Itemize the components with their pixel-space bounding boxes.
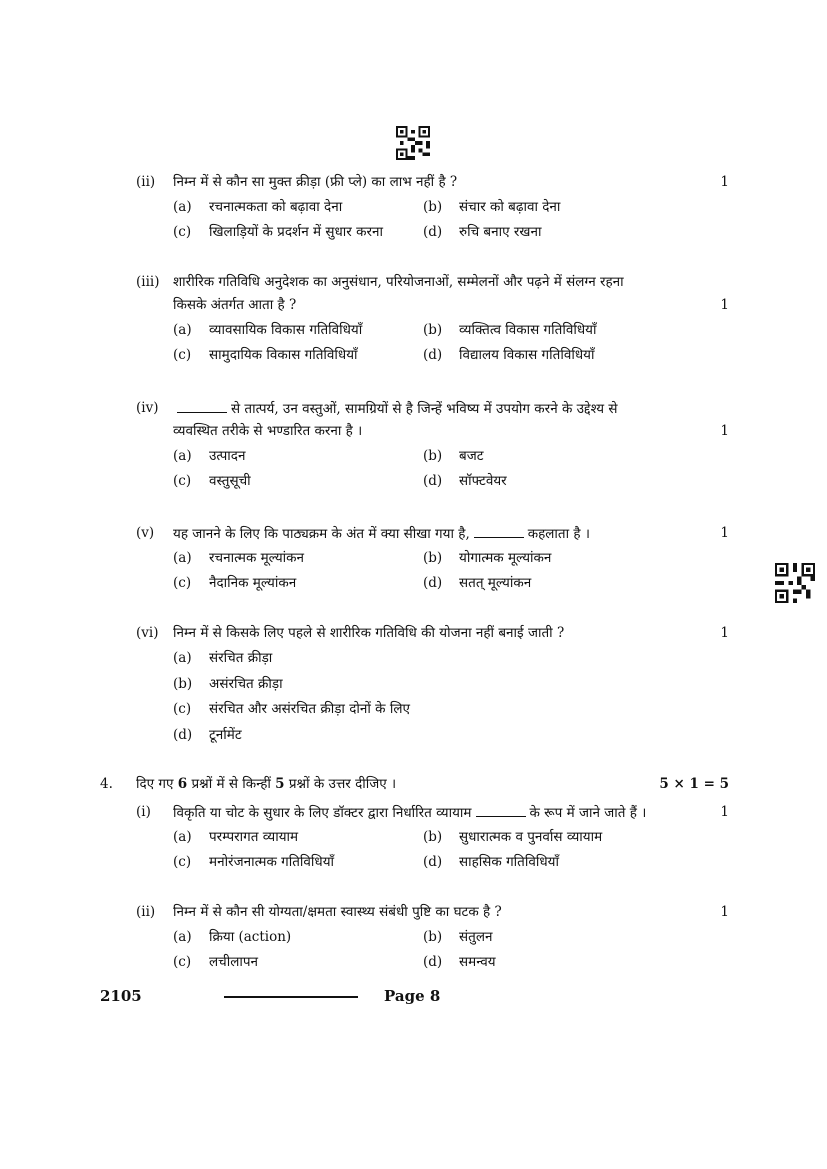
option-d: (d) सतत् मूल्यांकन [423, 575, 532, 591]
page-number: Page 8 [384, 987, 441, 1005]
option-b: (b) बजट [423, 448, 484, 464]
option-b: (b) संतुलन [423, 929, 493, 945]
question-number: (v) [136, 525, 155, 541]
option-a: (a) परम्परागत व्यायाम [173, 829, 299, 845]
option-a: (a) रचनात्मक मूल्यांकन [173, 550, 305, 566]
question-text-line1: से तात्पर्य, उन वस्तुओं, सामग्रियों से है जिन्हें भविष्य में उपयोग करने के उद्देश्य से [173, 399, 618, 418]
question-text-line2: किसके अंतर्गत आता है ? [173, 297, 297, 313]
question-number: (ii) [136, 174, 156, 190]
option-d: (d) टूर्नामेंट [173, 727, 242, 743]
question-marks: 1 [720, 174, 729, 190]
question-number: (i) [136, 804, 151, 820]
option-d: (d) साहसिक गतिविधियाँ [423, 854, 559, 870]
option-b: (b) व्यक्तित्व विकास गतिविधियाँ [423, 322, 597, 338]
question-marks: 1 [720, 804, 729, 820]
footer-divider [224, 996, 358, 998]
option-a: (a) रचनात्मकता को बढ़ावा देना [173, 199, 343, 215]
qr-code-top [395, 126, 431, 160]
option-c: (c) वस्तुसूची [173, 473, 251, 489]
question-marks: 1 [720, 297, 729, 313]
question-4-marks: 5 × 1 = 5 [659, 776, 729, 792]
option-c: (c) नैदानिक मूल्यांकन [173, 575, 297, 591]
option-c: (c) मनोरंजनात्मक गतिविधियाँ [173, 854, 335, 870]
qr-code-side [774, 563, 816, 603]
question-marks: 1 [720, 525, 729, 541]
option-a: (a) व्यावसायिक विकास गतिविधियाँ [173, 322, 363, 338]
question-4-instruction: दिए गए 6 प्रश्नों में से किन्हीं 5 प्रश्नों के उत्तर दीजिए । [136, 776, 397, 792]
question-number: (vi) [136, 625, 159, 641]
question-text: निम्न में से कौन सा मुक्त क्रीड़ा (फ्री प्ले) का लाभ नहीं है ? [173, 174, 458, 190]
question-marks: 1 [720, 423, 729, 439]
option-a: (a) क्रिया (action) [173, 929, 292, 945]
option-d: (d) सॉफ्टवेयर [423, 473, 507, 489]
question-text-line2: व्यवस्थित तरीके से भण्डारित करना है । [173, 423, 363, 439]
question-text-line1: शारीरिक गतिविधि अनुदेशक का अनुसंधान, परियोजनाओं, सम्मेलनों और पढ़ने में संलग्न रहना [173, 274, 624, 290]
question-text: यह जानने के लिए कि पाठ्यक्रम के अंत में क्या सीखा गया है, कहलाता है । [173, 526, 590, 542]
option-a: (a) संरचित क्रीड़ा [173, 650, 273, 666]
option-c: (c) सामुदायिक विकास गतिविधियाँ [173, 347, 358, 363]
option-c: (c) संरचित और असंरचित क्रीड़ा दोनों के लिए [173, 701, 410, 717]
answer-blank [474, 524, 524, 538]
question-text: विकृति या चोट के सुधार के लिए डॉक्टर द्वारा निर्धारित व्यायाम के रूप में जाने जाते हैं । [173, 805, 647, 821]
answer-blank [177, 399, 227, 413]
answer-blank [476, 803, 526, 817]
question-marks: 1 [720, 625, 729, 641]
option-b: (b) असंरचित क्रीड़ा [173, 676, 283, 692]
question-text: निम्न में से कौन सी योग्यता/क्षमता स्वास्थ्य संबंधी पुष्टि का घटक है ? [173, 904, 502, 920]
option-d: (d) रुचि बनाए रखना [423, 224, 542, 240]
option-b: (b) संचार को बढ़ावा देना [423, 199, 561, 215]
question-text: निम्न में से किसके लिए पहले से शारीरिक गतिविधि की योजना नहीं बनाई जाती ? [173, 625, 565, 641]
question-4-number: 4. [100, 776, 113, 792]
question-marks: 1 [720, 904, 729, 920]
paper-code: 2105 [100, 987, 142, 1005]
question-number: (ii) [136, 904, 156, 920]
option-b: (b) सुधारात्मक व पुनर्वास व्यायाम [423, 829, 603, 845]
option-d: (d) विद्यालय विकास गतिविधियाँ [423, 347, 595, 363]
option-c: (c) खिलाड़ियों के प्रदर्शन में सुधार करना [173, 224, 383, 240]
option-a: (a) उत्पादन [173, 448, 246, 464]
option-b: (b) योगात्मक मूल्यांकन [423, 550, 552, 566]
option-c: (c) लचीलापन [173, 954, 259, 970]
option-d: (d) समन्वय [423, 954, 496, 970]
question-number: (iii) [136, 274, 160, 290]
question-number: (iv) [136, 400, 159, 416]
